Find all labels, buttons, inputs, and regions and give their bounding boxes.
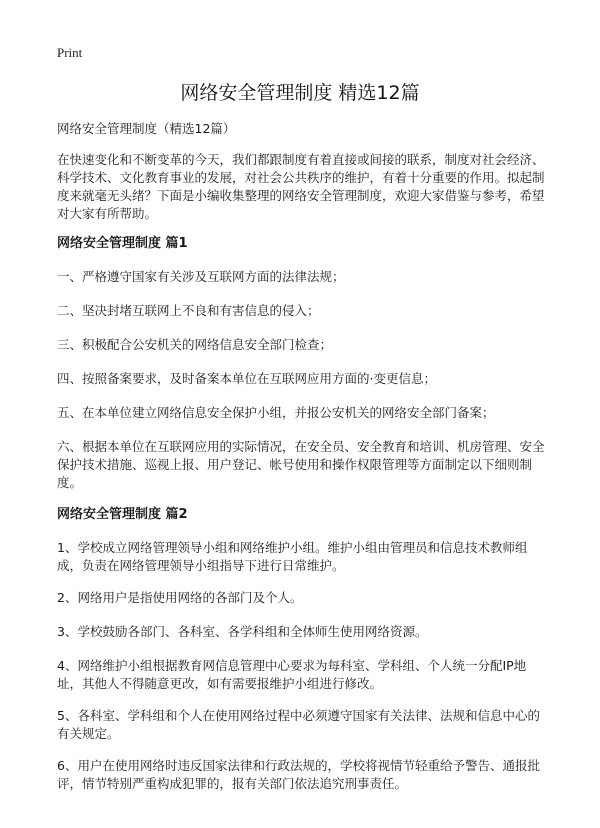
section-2-item: 6、用户在使用网络时违反国家法律和行政法规的，学校将视情节轻重给予警告、通报批评，情节特别严重构成犯罪的，报有关部门依法追究刑事责任。 [57, 758, 540, 791]
document-body [57, 120, 550, 807]
section-1-item: 三、积极配合公安机关的网络信息安全部门检查； [57, 337, 333, 352]
section-1-item: 四、按照备案要求，及时备案本单位在互联网应用方面的·变更信息； [57, 371, 436, 386]
document-subtitle: 网络安全管理制度（精选12篇） [57, 121, 236, 136]
section-2-item: 3、学校鼓励各部门、各科室、各学科组和全体师生使用网络资源。 [57, 624, 428, 639]
print-link[interactable]: Print [57, 45, 83, 60]
section-2-item: 2、网络用户是指使用网络的各部门及个人。 [57, 590, 303, 605]
section-1-item: 五、在本单位建立网络信息安全保护小组，并报公安机关的网络安全部门备案； [57, 405, 495, 420]
page-title: 网络安全管理制度 精选12篇 [180, 82, 420, 104]
section-heading-2: 网络安全管理制度 篇2 [57, 507, 188, 522]
section-1-item: 二、坚决封堵互联网上不良和有害信息的侵入； [57, 303, 320, 318]
section-2-item: 1、学校成立网络管理领导小组和网络维护小组。维护小组由管理员和信息技术教师组成，负责在网络管理领导小组指导下进行日常维护。 [57, 540, 528, 573]
section-1-item: 一、严格遵守国家有关涉及互联网方面的法律法规； [57, 269, 345, 284]
section-heading-1: 网络安全管理制度 篇1 [57, 236, 188, 251]
section-2-item: 5、各科室、学科组和个人在使用网络过程中必须遵守国家有关法律、法规和信息中心的有关规定。 [57, 708, 540, 741]
intro-paragraph: 在快速变化和不断变革的今天，我们都跟制度有着直接或间接的联系，制度对社会经济、科学技术、文化教育事业的发展，对社会公共秩序的维护，有着十分重要的作用。拟起制度来就毫无头绪？下面是小编收集整理的网络安全管理制度，欢迎大家借鉴与参考，希望对大家有所帮助。 [57, 152, 545, 221]
section-2-item: 4、网络维护小组根据教育网信息管理中心要求为每科室、学科组、个人统一分配IP地址，其他人不得随意更改，如有需要报维护小组进行修改。 [57, 658, 527, 691]
section-1-item: 六、根据本单位在互联网应用的实际情况，在安全员、安全教育和培训、机房管理、安全保护技术措施、巡视上报、用户登记、帐号使用和操作权限管理等方面制定以下细则制度。 [57, 439, 545, 490]
